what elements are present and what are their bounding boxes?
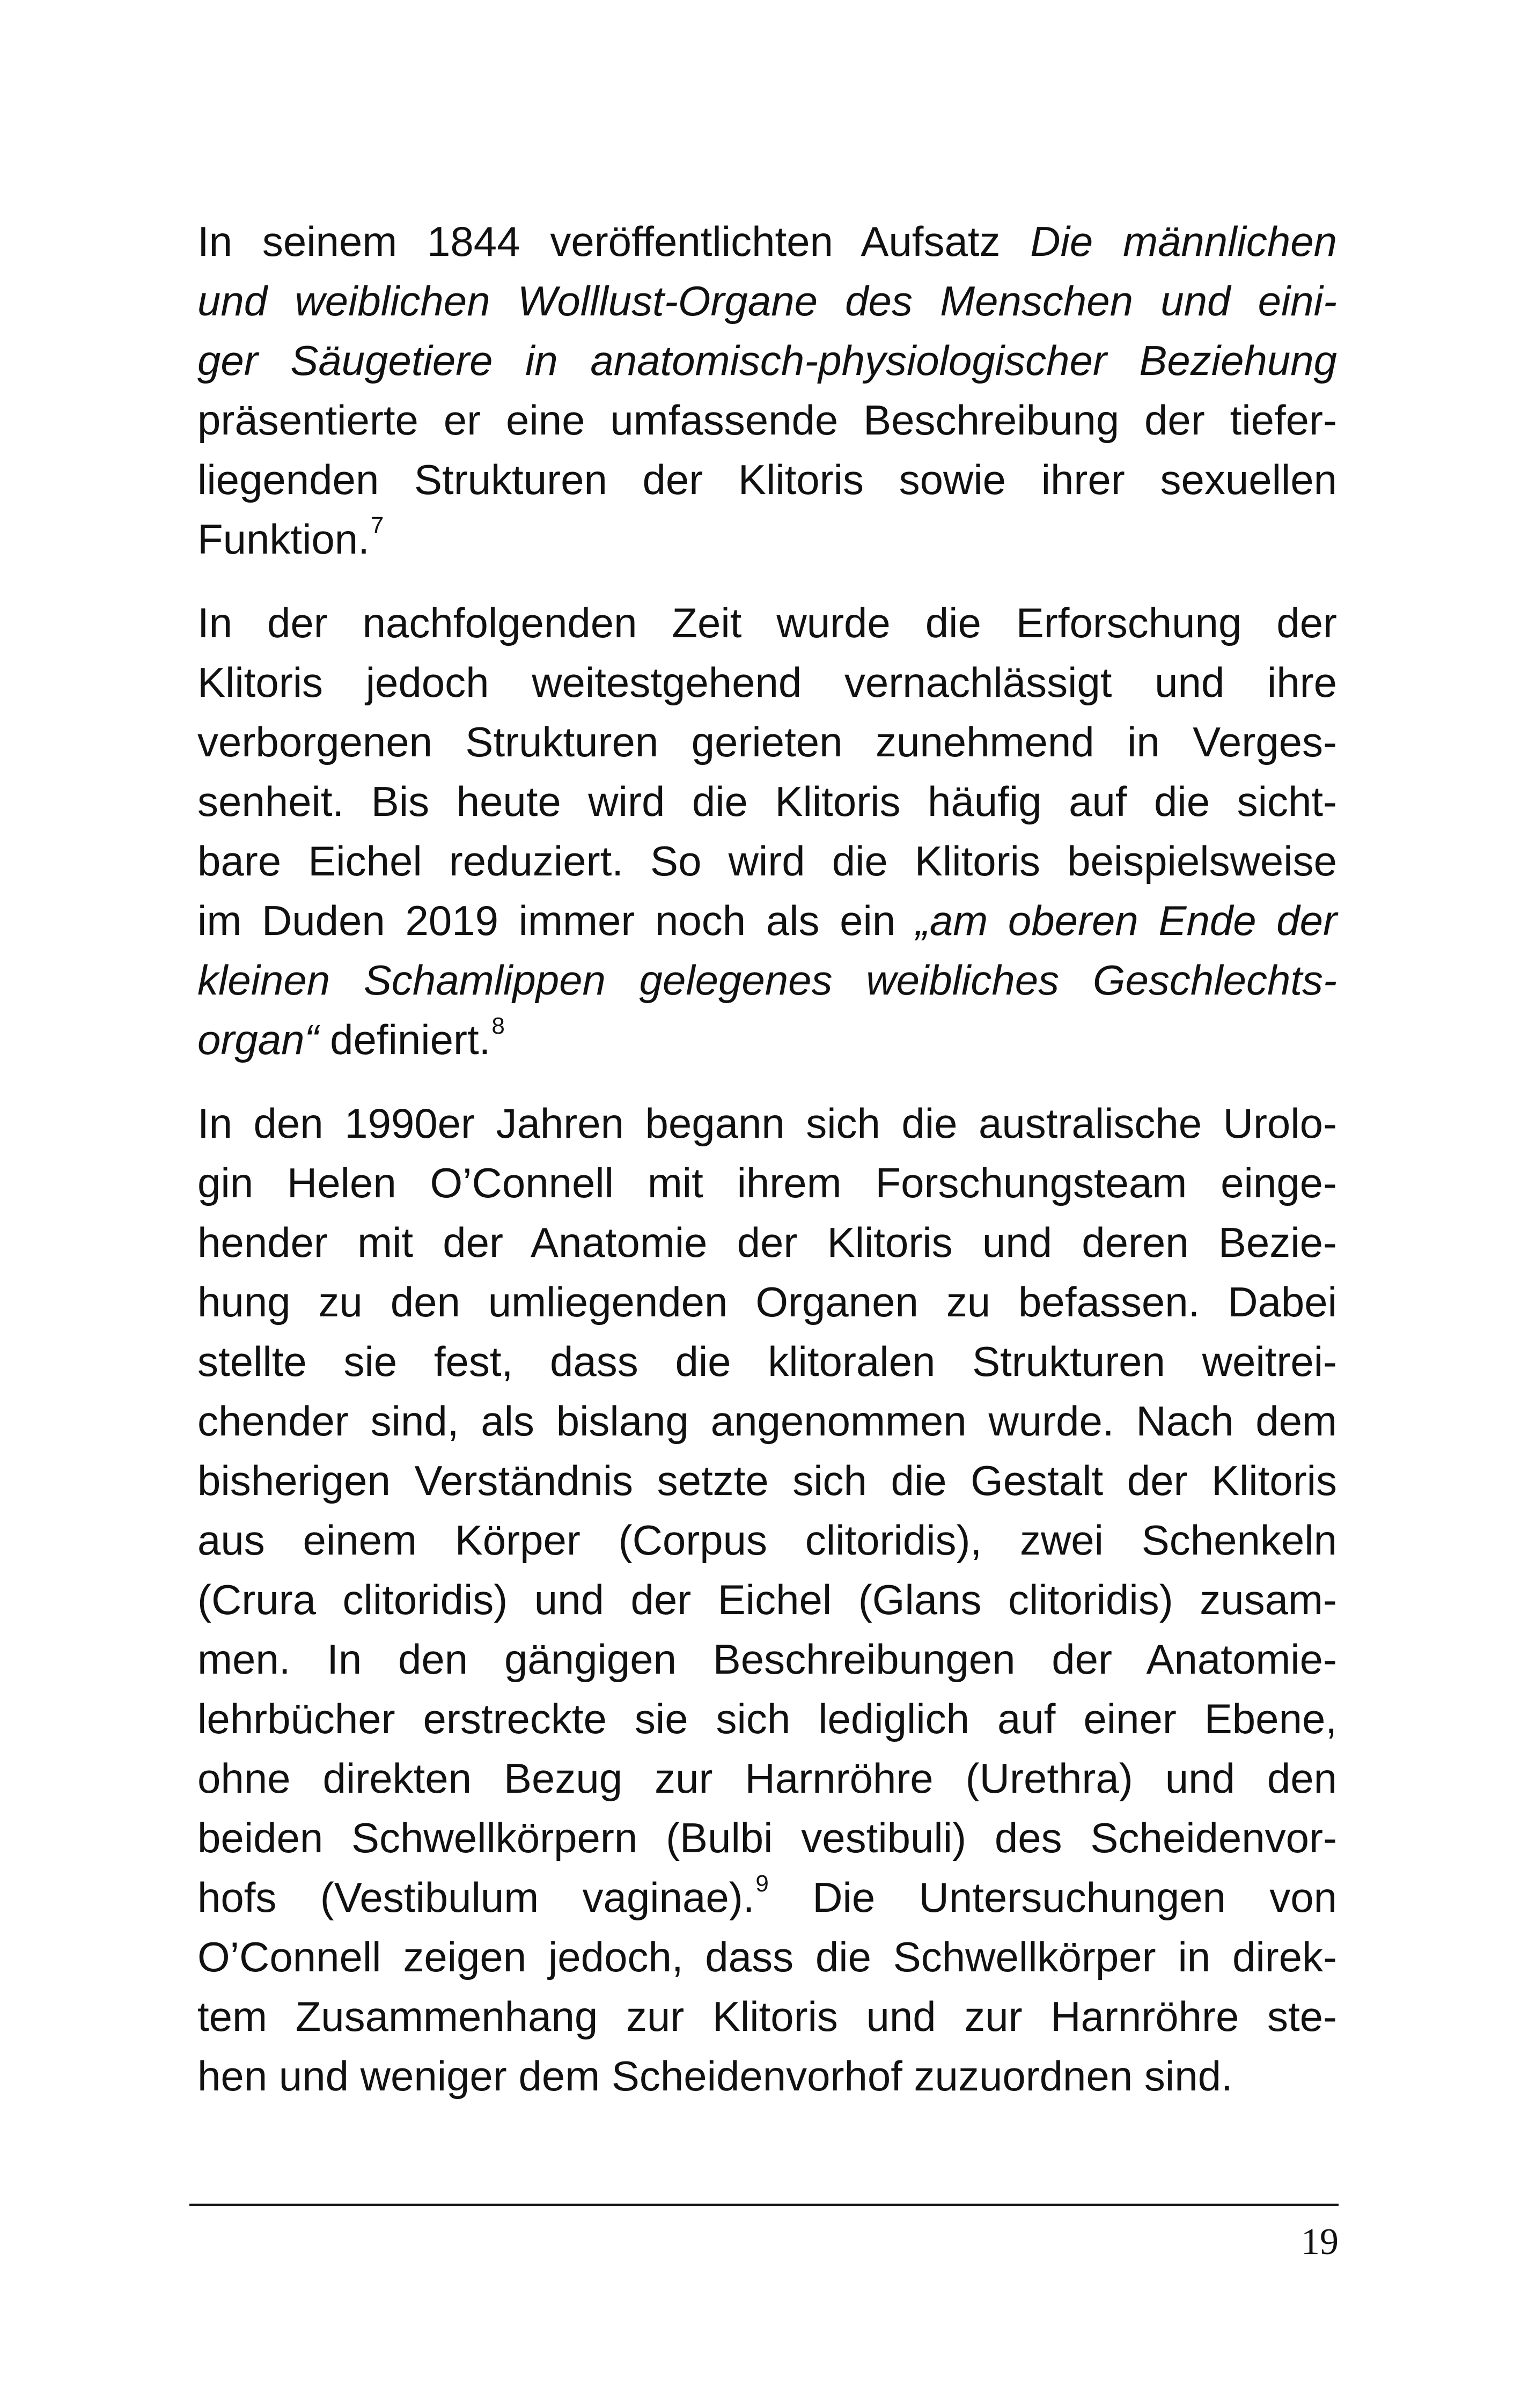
text-line [197, 1451, 1337, 1511]
text-line [197, 1010, 1337, 1070]
italic-text: und weiblichen Wolllust-Organe des Menschen und eini- [197, 277, 1337, 325]
italic-text: kleinen Schamlippen gelegenes weibliches Geschlechts- [197, 956, 1337, 1004]
text-run: In den 1990er Jahren begann sich die australische Urolo- [197, 1100, 1337, 1147]
text-run: men. In den gängigen Beschreibungen der Anatomie- [197, 1636, 1337, 1683]
italic-text: Die männlichen [1030, 218, 1337, 265]
text-run: hender mit der Anatomie der Klitoris und deren Bezie- [197, 1219, 1337, 1266]
text-line [197, 1987, 1337, 2046]
text-run: gin Helen O’Connell mit ihrem Forschungsteam einge- [197, 1159, 1337, 1206]
text-run: beiden Schwellkörpern (Bulbi vestibuli) des Scheidenvor- [197, 1814, 1337, 1861]
text-line [197, 1391, 1337, 1451]
text-line [197, 331, 1337, 391]
text-run: ohne direkten Bezug zur Harnröhre (Urethra) und den [197, 1755, 1337, 1802]
text-line [197, 772, 1337, 831]
text-line [197, 712, 1337, 772]
footer-divider [189, 2204, 1339, 2206]
text-line [197, 1868, 1337, 1927]
text-line [197, 1094, 1337, 1153]
italic-text: „am oberen Ende der [915, 897, 1337, 944]
text-run: In seinem 1844 veröffentlichten Aufsatz [197, 218, 1031, 265]
text-line [197, 891, 1337, 951]
text-run: tem Zusammenhang zur Klitoris und zur Harnröhre ste- [197, 1993, 1337, 2040]
paragraph [197, 1094, 1337, 2106]
text-run: senheit. Bis heute wird die Klitoris häufig auf die sicht- [197, 778, 1337, 825]
text-line [197, 1570, 1337, 1630]
text-run: definiert. [318, 1016, 491, 1063]
footnote-marker: 7 [370, 512, 384, 539]
paragraph [197, 212, 1337, 569]
text-line [197, 653, 1337, 712]
text-run: hofs (Vestibulum vaginae). [197, 1874, 755, 1921]
paragraph [197, 593, 1337, 1070]
text-line [197, 271, 1337, 331]
text-run: stellte sie fest, dass die klitoralen Strukturen weitrei- [197, 1338, 1337, 1385]
text-run: In der nachfolgenden Zeit wurde die Erforschung der [197, 599, 1337, 646]
text-run: hen und weniger dem Scheidenvorhof zuzuordnen sind. [197, 2052, 1233, 2100]
text-line [197, 1808, 1337, 1868]
text-line [197, 1511, 1337, 1570]
text-run: Klitoris jedoch weitestgehend vernachlässigt und ihre [197, 659, 1337, 706]
text-line [197, 1927, 1337, 1987]
text-run: hung zu den umliegenden Organen zu befassen. Dabei [197, 1278, 1337, 1325]
text-run: lehrbücher erstreckte sie sich lediglich auf einer Ebene, [197, 1695, 1337, 1742]
text-run: O’Connell zeigen jedoch, dass die Schwellkörper in direk- [197, 1933, 1337, 1980]
text-run: (Crura clitoridis) und der Eichel (Glans clitoridis) zusam- [197, 1576, 1337, 1623]
text-line [197, 1630, 1337, 1689]
text-line [197, 951, 1337, 1010]
text-line [197, 2046, 1337, 2106]
text-run: Funktion. [197, 516, 370, 563]
text-line [197, 1332, 1337, 1391]
footnote-marker: 9 [755, 1871, 769, 1897]
text-run: aus einem Körper (Corpus clitoridis), zwei Schenkeln [197, 1516, 1337, 1564]
text-run: bisherigen Verständnis setzte sich die Gestalt der Klitoris [197, 1457, 1337, 1504]
text-line [197, 450, 1337, 510]
text-run: verborgenen Strukturen gerieten zunehmend in Verges- [197, 718, 1337, 765]
text-run: liegenden Strukturen der Klitoris sowie ihrer sexuellen [197, 456, 1337, 503]
text-line [197, 391, 1337, 450]
text-run: chender sind, als bislang angenommen wurde. Nach dem [197, 1397, 1337, 1445]
text-line [197, 593, 1337, 653]
text-line [197, 1749, 1337, 1808]
italic-text: organ“ [197, 1016, 319, 1063]
text-line [197, 1689, 1337, 1749]
text-line [197, 1272, 1337, 1332]
text-line [197, 1153, 1337, 1213]
text-run: präsentierte er eine umfassende Beschreibung der tiefer- [197, 396, 1337, 444]
page-number: 19 [1301, 2221, 1339, 2263]
text-line [197, 831, 1337, 891]
text-run: Die Untersuchungen von [768, 1874, 1337, 1921]
text-run: bare Eichel reduziert. So wird die Klitoris beispielsweise [197, 837, 1337, 885]
body-text [197, 212, 1337, 2130]
text-run: im Duden 2019 immer noch als ein [197, 897, 916, 944]
text-line [197, 510, 1337, 569]
italic-text: ger Säugetiere in anatomisch-physiologischer Beziehung [197, 337, 1337, 384]
text-line [197, 1213, 1337, 1272]
text-line [197, 212, 1337, 271]
footnote-marker: 8 [491, 1013, 505, 1039]
